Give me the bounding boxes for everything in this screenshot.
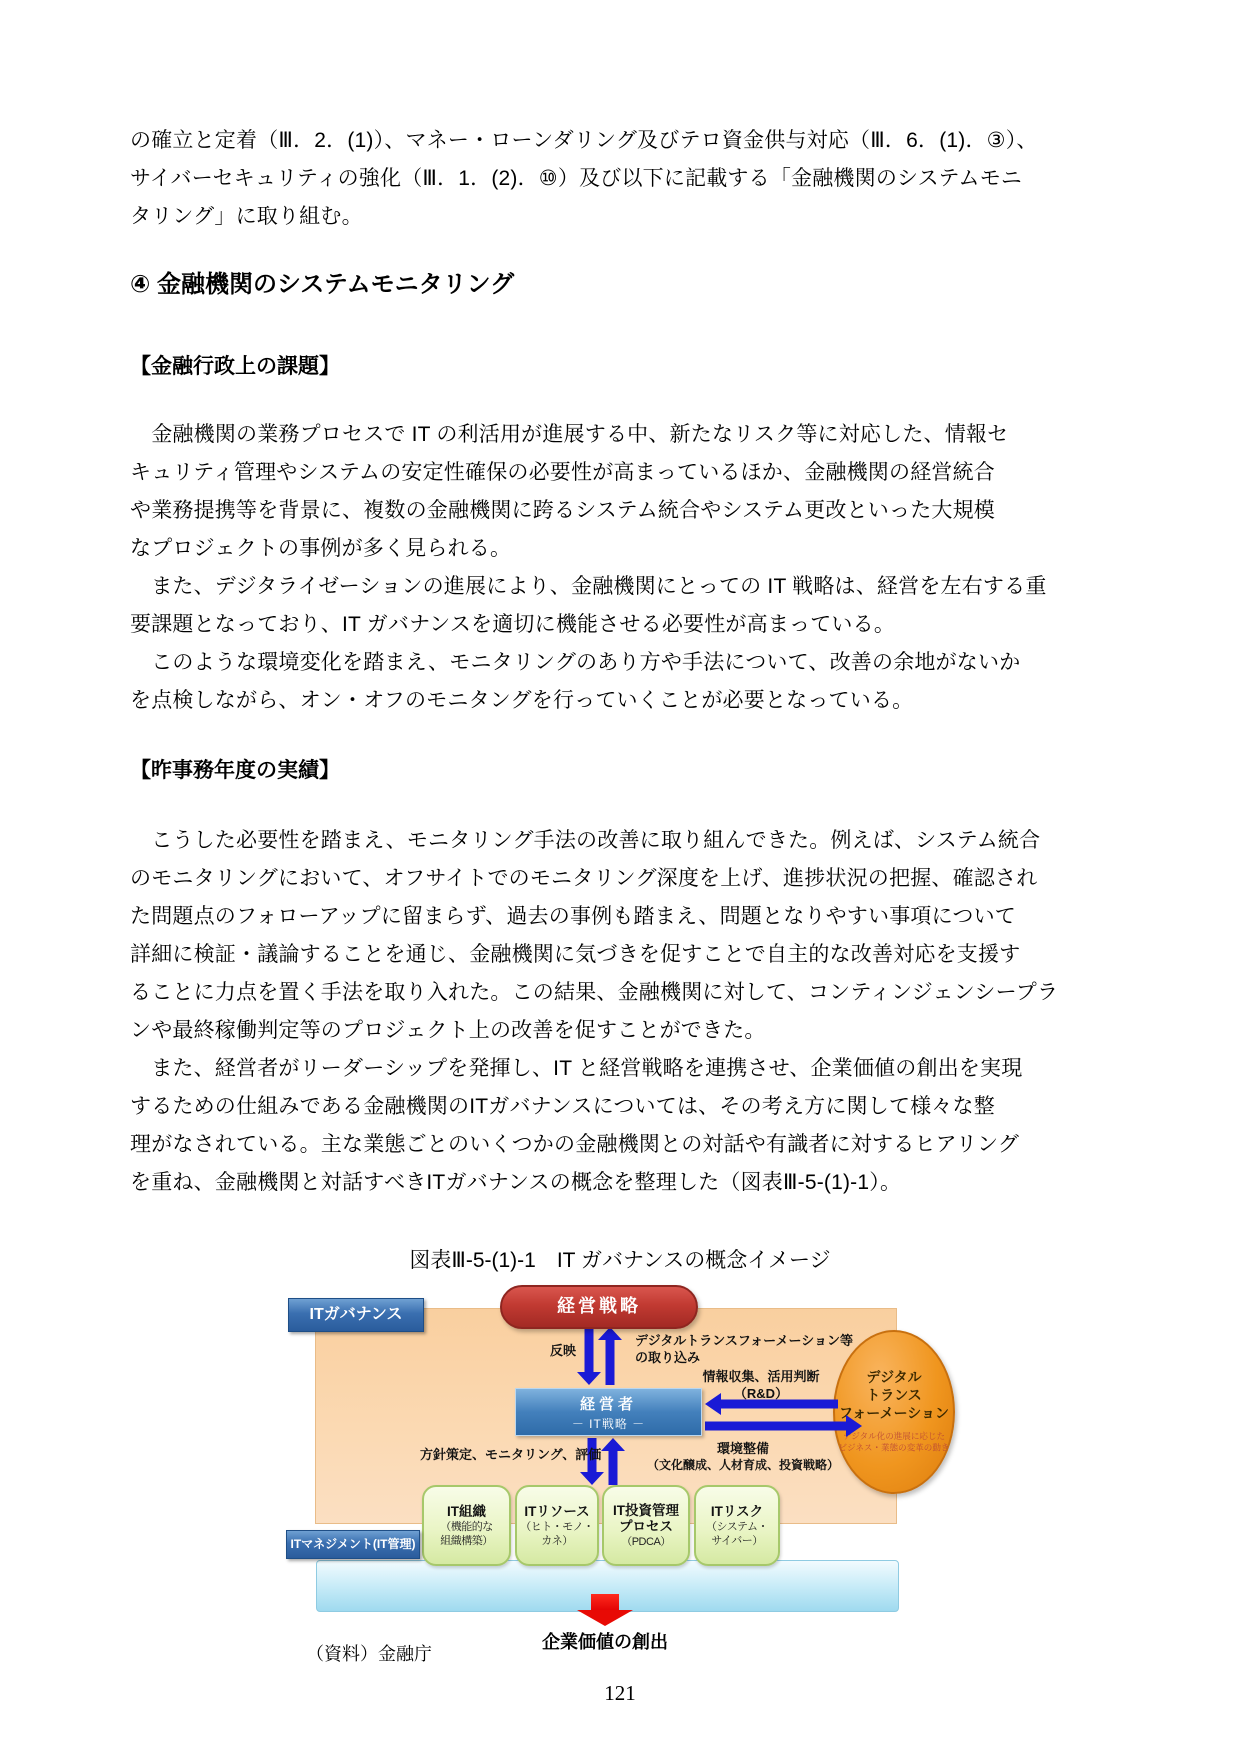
figure-caption: 図表Ⅲ-5-(1)-1 IT ガバナンスの概念イメージ — [409, 1249, 831, 1272]
dx-title-line3: フォーメーション — [838, 1405, 950, 1421]
body-line: また、デジタライゼーションの進展により、金融機関にとっての IT 戦略は、経営を左右する重 — [130, 575, 1047, 598]
info-line2: （R&D） — [733, 1386, 789, 1401]
it-box-sub: （機能的な — [440, 1520, 493, 1533]
it-box-title: ITリスク — [710, 1503, 764, 1519]
figure-source: （資料）金融庁 — [306, 1644, 432, 1664]
dx-intake-line1: デジタルトランスフォーメーション等 — [635, 1333, 854, 1348]
body-line: また、経営者がリーダーシップを発揮し、IT と経営戦略を連携させ、企業価値の創出を実現 — [130, 1057, 1023, 1080]
it-box-title: ITリソース — [524, 1503, 590, 1519]
it-risk-box — [694, 1485, 780, 1566]
it-resource-box — [515, 1485, 599, 1566]
it-box-sub: 組織構築） — [440, 1534, 493, 1547]
info-gathering-label — [661, 1368, 861, 1402]
section-header-issues: 【金融行政上の課題】 — [130, 355, 340, 378]
body-line: や業務提携等を背景に、複数の金融機関に跨るシステム統合やシステム更改といった大規模 — [130, 499, 995, 522]
info-line1: 情報収集、活用判断 — [702, 1369, 820, 1384]
dx-intake-label — [635, 1332, 853, 1366]
arrow-up-icon — [601, 1438, 625, 1485]
it-box-sub: （PDCA） — [621, 1535, 671, 1548]
body-line: 金融機関の業務プロセスで IT の利活用が進展する中、新たなリスク等に対応した、情報セ — [130, 423, 1009, 446]
body-line: するための仕組みである金融機関のITガバナンスについては、その考え方に関して様々な整 — [130, 1095, 995, 1118]
body-line: こうした必要性を踏まえ、モニタリング手法の改善に取り組んできた。例えば、システム統合 — [130, 829, 1041, 852]
arrow-right-icon — [705, 1415, 862, 1437]
it-governance-label: ITガバナンス — [288, 1298, 424, 1332]
it-box-sub: サイバー） — [711, 1534, 763, 1547]
body-line: のモニタリングにおいて、オフサイトでのモニタリング深度を上げ、進捗状況の把握、確認され — [130, 867, 1038, 890]
policy-monitoring-label: 方針策定、モニタリング、評価 — [420, 1447, 602, 1462]
env-line1: 環境整備 — [716, 1441, 769, 1456]
body-line: ることに力点を置く手法を取り入れた。この結果、金融機関に対して、コンティンジェンシープラ — [130, 981, 1059, 1004]
body-line: を重ね、金融機関と対話すべきITガバナンスの概念を整理した（図表Ⅲ-5-(1)-1）。 — [130, 1171, 902, 1194]
it-organization-box — [422, 1485, 511, 1566]
it-management-label: ITマネジメント(IT管理) — [286, 1530, 420, 1559]
section-header-results: 【昨事務年度の実績】 — [130, 759, 340, 782]
body-line: このような環境変化を踏まえ、モニタリングのあり方や手法について、改善の余地がないか — [130, 651, 1021, 674]
it-box-title: プロセス — [619, 1518, 673, 1534]
environment-label — [643, 1440, 843, 1474]
paragraph — [130, 416, 1110, 568]
heading-system-monitoring: ④ 金融機関のシステムモニタリング — [130, 271, 515, 298]
body-line: キュリティ管理やシステムの安定性確保の必要性が高まっているほか、金融機関の経営統合 — [130, 461, 995, 484]
dx-note-line2: ビジネス・業態の変革の動き — [838, 1442, 950, 1453]
dx-note-line1: デジタル化の進展に応じた — [842, 1431, 946, 1442]
intro-paragraph — [130, 122, 1110, 236]
value-creation-label: 企業価値の創出 — [542, 1632, 668, 1652]
body-line: なプロジェクトの事例が多く見られる。 — [130, 537, 512, 560]
paragraph — [130, 1050, 1110, 1202]
body-line: サイバーセキュリティの強化（Ⅲ．1．(2)．⑩）及び以下に記載する「金融機関のシステムモニ — [130, 167, 1023, 190]
it-governance-diagram — [280, 1280, 970, 1680]
paragraph — [130, 644, 1110, 720]
reflect-label: 反映 — [549, 1343, 576, 1358]
dx-title-line2: トランス — [866, 1387, 922, 1403]
body-line: の確立と定着（Ⅲ．2．(1)）、マネー・ローンダリング及びテロ資金供与対応（Ⅲ．6．(1)．③）、 — [130, 129, 1038, 152]
body-line: タリング」に取り組む。 — [130, 205, 363, 228]
body-line: を点検しながら、オン・オフのモニタングを行っていくことが必要となっている。 — [130, 689, 914, 712]
it-investment-box — [602, 1485, 690, 1566]
paragraph — [130, 822, 1110, 1050]
management-strategy-box: 経営戦略 — [500, 1285, 698, 1329]
env-line2: （文化醸成、人材育成、投資戦略） — [646, 1458, 839, 1472]
body-line: ンや最終稼働判定等のプロジェクト上の改善を促すことができた。 — [130, 1019, 766, 1042]
paragraph — [130, 568, 1110, 644]
page-number: 121 — [604, 1681, 636, 1705]
it-box-title: IT投資管理 — [613, 1502, 679, 1518]
body-line: 詳細に検証・議論することを通じ、金融機関に気づきを促すことで自主的な改善対応を支援す — [130, 943, 1021, 966]
executive-title: 経営者 — [579, 1396, 637, 1413]
executive-subtitle: － IT戦略 － — [571, 1417, 646, 1431]
it-box-sub: （システム・ — [706, 1520, 768, 1533]
dx-intake-line2: の取り込み — [635, 1350, 701, 1365]
dx-title-line1: デジタル — [866, 1369, 922, 1385]
body-line: 要課題となっており、IT ガバナンスを適切に機能させる必要性が高まっている。 — [130, 613, 896, 636]
value-creation-arrow-icon — [577, 1594, 633, 1626]
body-line: た問題点のフォローアップに留まらず、過去の事例も踏まえ、問題となりやすい事項について — [130, 905, 1016, 928]
it-box-sub: （ヒト・モノ・カネ） — [520, 1520, 594, 1547]
it-box-title: IT組織 — [447, 1503, 486, 1519]
arrow-up-icon — [598, 1327, 622, 1385]
body-line: 理がなされている。主な業態ごとのいくつかの金融機関との対話や有識者に対するヒアリング — [130, 1133, 1020, 1156]
